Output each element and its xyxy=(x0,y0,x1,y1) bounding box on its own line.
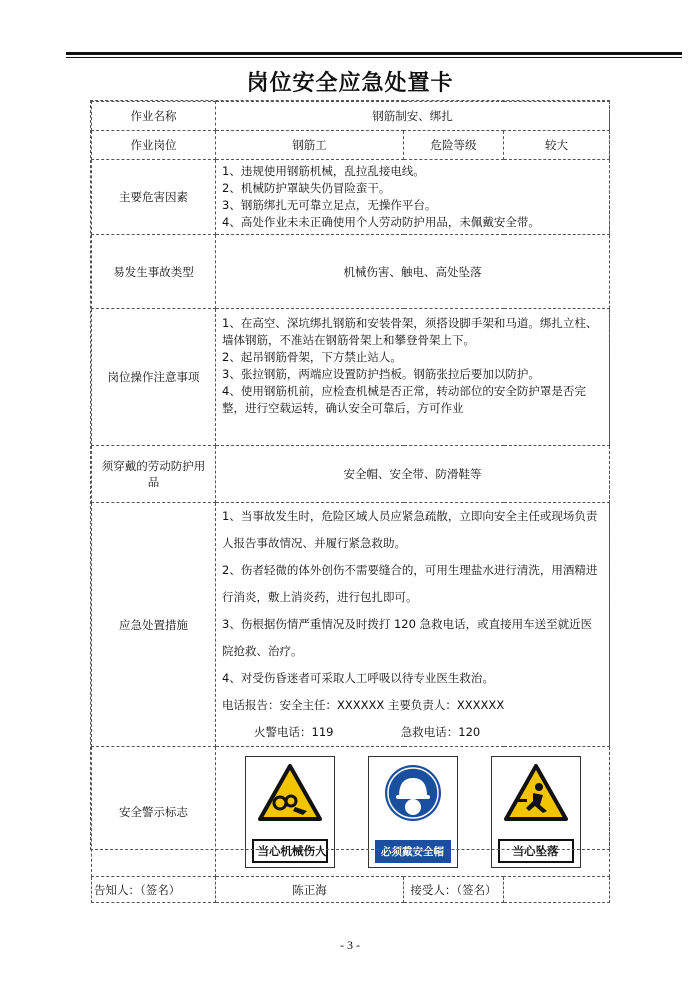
hazards-label: 主要危害因素 xyxy=(92,160,216,235)
sign-label: 当心机械伤人 xyxy=(252,839,328,863)
ppe-value: 安全帽、安全带、防滑鞋等 xyxy=(216,446,610,503)
sign-fall-warning xyxy=(491,756,581,868)
job-post-label: 作业岗位 xyxy=(92,131,216,160)
emergency-item: 3、伤根据伤情严重情况及时拨打 120 急救电话，或直接用车送至就近医院抢救、治疗。 xyxy=(222,617,593,658)
row-hazards xyxy=(92,160,610,235)
informer-label: 告知人：（签名） xyxy=(92,877,216,903)
phone-report: 电话报告：安全主任：XXXXXX 主要负责人：XXXXXX xyxy=(222,698,505,712)
risk-level-label: 危险等级 xyxy=(404,131,504,160)
machine-injury-warning-icon xyxy=(257,763,323,823)
row-accident-types xyxy=(92,235,610,309)
row-precautions xyxy=(92,309,610,446)
emergency-card-table xyxy=(91,101,610,903)
warning-signs-label: 安全警示标志 xyxy=(92,747,216,877)
emergency-item: 4、对受伤昏迷者可采取人工呼吸以待专业医生救治。 xyxy=(222,671,494,685)
row-emergency xyxy=(92,503,610,747)
accident-types-label: 易发生事故类型 xyxy=(92,235,216,309)
header-rule-thick xyxy=(66,52,682,55)
hazard-item: 1、违规使用钢筋机械，乱拉乱接电线。 xyxy=(222,164,425,178)
sign-machine-injury xyxy=(245,756,335,868)
hazards-list xyxy=(216,160,610,235)
accident-types-value: 机械伤害、触电、高处坠落 xyxy=(216,235,610,309)
job-post-value: 钢筋工 xyxy=(216,131,404,160)
precaution-item: 2、起吊钢筋骨架，下方禁止站人。 xyxy=(222,350,402,364)
precautions-list xyxy=(216,309,610,446)
informer-name: 陈正海 xyxy=(216,877,404,903)
receiver-label: 接受人：（签名） xyxy=(404,877,504,903)
ppe-label: 须穿戴的劳动防护用品 xyxy=(92,446,216,503)
risk-level-value: 较大 xyxy=(504,131,610,160)
hazard-item: 2、机械防护罩缺失仍冒险蛮干。 xyxy=(222,181,391,195)
hazard-item: 3、钢筋绑扎无可靠立足点，无操作平台。 xyxy=(222,198,437,212)
receiver-signature-field[interactable] xyxy=(504,877,610,903)
sign-helmet-mandatory xyxy=(368,756,458,868)
page-number: - 3 - xyxy=(340,938,360,952)
emergency-label: 应急处置措施 xyxy=(92,503,216,747)
row-ppe xyxy=(92,446,610,503)
header-rule-thin xyxy=(66,57,682,58)
page-title: 岗位安全应急处置卡 xyxy=(246,71,454,96)
row-signature xyxy=(92,877,610,903)
warning-signs-panel xyxy=(216,747,610,877)
row-job-name xyxy=(92,102,610,131)
precaution-item: 4、使用钢筋机前，应检查机械是否正常，转动部位的安全防护罩是否完整，进行空载运转，确认安全可靠后，方可作业 xyxy=(222,384,586,415)
precautions-label: 岗位操作注意事项 xyxy=(92,309,216,446)
aid-phone: 急救电话：120 xyxy=(400,725,481,739)
emergency-item: 1、当事故发生时，危险区域人员应紧急疏散，立即向安全主任或现场负责人报告事故情况、并履行紧急救助。 xyxy=(222,509,598,550)
fall-warning-icon xyxy=(503,763,569,823)
precaution-item: 1、在高空、深坑绑扎钢筋和安装骨架，须搭设脚手架和马道。绑扎立柱、墙体钢筋，不准站在钢筋骨架上和攀登骨架上下。 xyxy=(222,316,598,347)
job-name-label: 作业名称 xyxy=(92,102,216,131)
precaution-item: 3、张拉钢筋，两端应设置防护挡板。钢筋张拉后要加以防护。 xyxy=(222,367,540,381)
job-name-value: 钢筋制安、绑扎 xyxy=(216,102,610,131)
helmet-mandatory-icon xyxy=(380,763,446,823)
emergency-phones xyxy=(222,719,603,746)
row-warning-signs xyxy=(92,747,610,877)
row-job-post xyxy=(92,131,610,160)
emergency-list xyxy=(216,503,610,747)
emergency-item: 2、伤者轻微的体外创伤不需要缝合的，可用生理盐水进行清洗，用酒精进行消炎，敷上消炎药，进行包扎即可。 xyxy=(222,563,598,604)
fire-phone: 火警电话：119 xyxy=(254,725,334,739)
sign-label: 当心坠落 xyxy=(498,839,574,863)
sign-label: 必须戴安全帽 xyxy=(375,840,451,863)
hazard-item: 4、高处作业未未正确使用个人劳动防护用品，未佩戴安全带。 xyxy=(222,215,540,229)
